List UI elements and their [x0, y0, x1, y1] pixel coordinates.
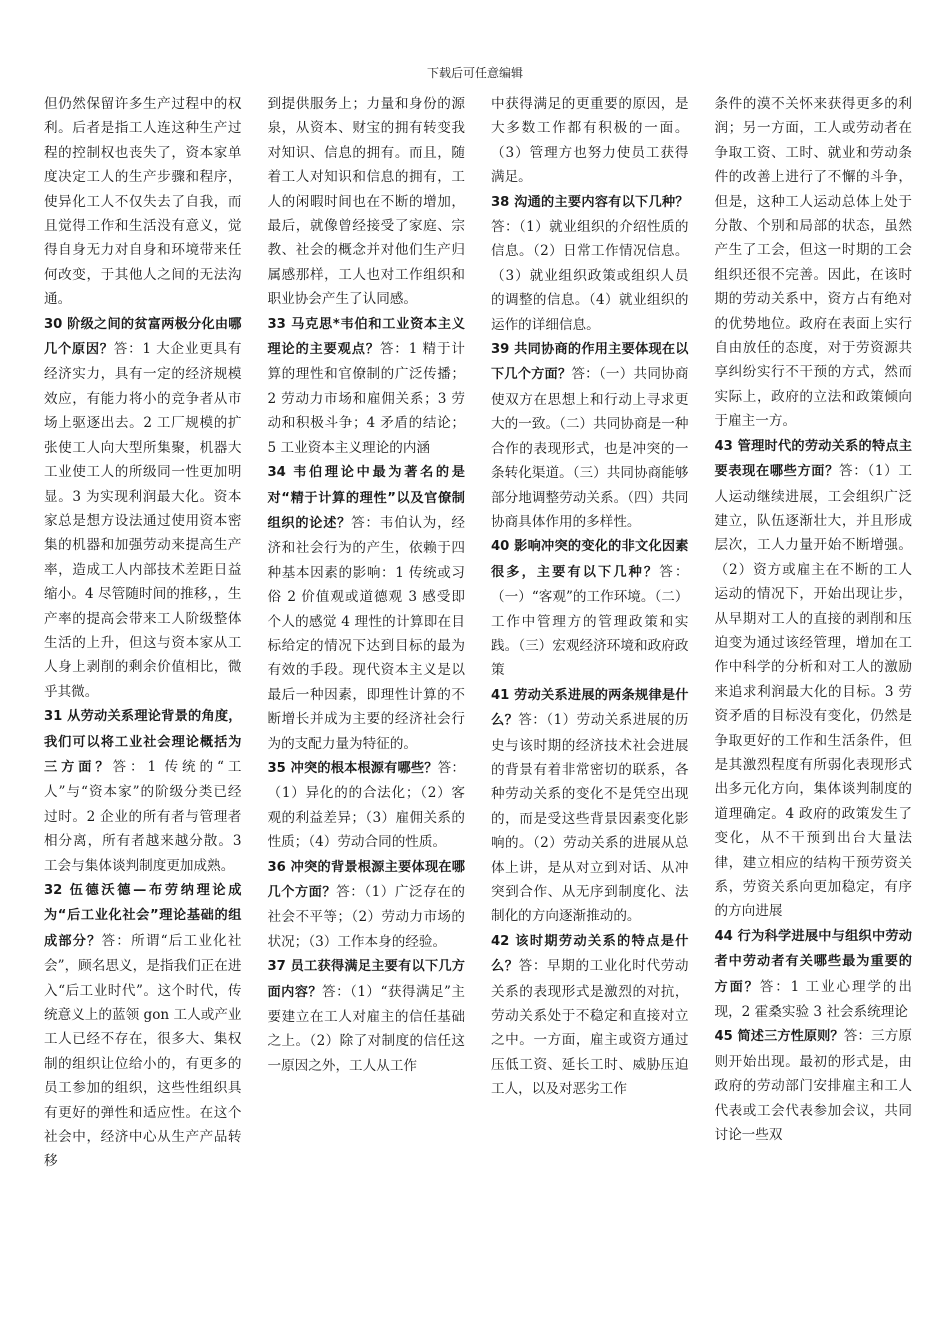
question-text: 43 管理时代的劳动关系的特点主要表现在哪些方面？ — [714, 438, 912, 480]
answer-text: 答：（1）异化的的合法化；（2）客观的利益差异；（3）雇佣关系的性质；（4）劳动合同的性质。 — [267, 759, 465, 851]
paragraph — [44, 92, 242, 312]
answer-text: 答：（1）广泛存在的社会不平等；（2）劳动力市场的状况；（3）工作本身的经验。 — [267, 884, 466, 950]
question-text: 35 冲突的根本根源有哪些？ — [267, 760, 438, 776]
question-text: 39 共同协商的作用主要体现在以下几个方面？ — [491, 342, 689, 383]
paragraph — [268, 954, 466, 1078]
question-text: 33 马克思*韦伯和工业资本主义理论的主要观点？ — [267, 316, 465, 358]
column-1 — [44, 92, 242, 1332]
question-text: 31 从劳动关系理论背景的角度，我们可以将工业社会理论概括为三方面？ — [44, 709, 242, 775]
answer-text: 答：韦伯认为，经济和社会行为的产生，依赖于四种基本因素的影响：1 传统或习俗 2 价值观或道德观 3 感受即个人的感觉 4 理性的计算即在目标给定的情况下达到目标的最为有效的手段。现代资本主义是以最后一种因素，即理性计算的不断增长并成为主要的经济社会行为的支配力量为特征的。 — [267, 514, 466, 752]
paragraph — [268, 312, 466, 460]
question-text: 42 该时期劳动关系的特点是什么？ — [491, 933, 689, 975]
answer-text: 答：1 大企业更具有经济实力，具有一定的经济规模效应，有能力将小的竞争者从市场上驱逐出去。2 工厂规模的扩张使工人向大型所集聚，机器大工业使工人的所级同一性更加明显。3 为实现利润最大化。资本家总是想方设法通过使用资本密集的机器和加强劳动来提高生产率，造成工人内部技术差距日益缩小。4 尽管随时间的推移，，生产率的提高会带来工人阶级整体生活的上升，但这与资本家从工人身上剥削的剩余价值相比，微乎其微。 — [44, 341, 242, 700]
paragraph — [491, 337, 689, 534]
paragraph — [268, 460, 466, 756]
answer-text: 但仍然保留许多生产过程中的权利。后者是指工人连这种生产过程的控制权也丧失了，资本家单度决定工人的生产步骤和程序，使异化工人不仅失去了自我，而且觉得工作和生活没有意义，觉得自身无力对自身和环境带来任何改变，于其他人之间的无法沟通。 — [44, 96, 242, 308]
answer-text: 答：（1）就业组织的介绍性质的信息。（2）日常工作情况信息。（3）就业组织政策或组织人员的调整的信息。（4）就业组织的运作的详细信息。 — [491, 219, 689, 333]
paragraph — [715, 924, 913, 1025]
question-text: 36 冲突的背景根源主要体现在哪几个方面？ — [267, 859, 465, 900]
paragraph — [491, 683, 689, 929]
question-text: 44 行为科学进展中与组织中劳动者中劳动者有关哪些最为重要的方面？ — [714, 928, 912, 995]
paragraph — [268, 92, 466, 312]
page-header: 下载后可任意编辑 — [426, 66, 523, 80]
column-4 — [715, 92, 913, 1332]
answer-text: 答：（1）工人运动继续进展，工会组织广泛建立，队伍逐渐壮大，并且形成层次，工人力量开始不断增强。（2）资方或雇主在不断的工人运动的情况下，开始出现让步，从早期对工人的直接的剥削和压迫变为通过该经管理，增加在工作中科学的分析和对工人的激励来追求利润最大化的目标。3 劳资矛盾的目标没有变化，仍然是争取更好的工作和生活条件，但是其激烈程度有所弱化表现形式出多元化方向，集体谈判制度的道理确定。4 政府的政策发生了变化，从不干预到出台大量法律，建立相应的结构干预劳资关系，劳资关系向更加稳定，有序的方向进展 — [714, 463, 912, 920]
column-3 — [491, 92, 689, 1332]
answer-text: 条件的漠不关怀来获得更多的利润；另一方面，工人或劳动者在争取工资、工时、就业和劳动条件的改善上进行了不懈的斗争，但是，这种工人运动总体上处于分散、个别和局部的状态，虽然产生了工会，但这一时期的工会组织还很不完善。因此，在该时期的劳动关系中，资方占有绝对的优势地位。政府在表面上实行自由放任的态度，对于劳资源共享纠纷实行不干预的方式，然而实际上，政府的立法和政策倾向于雇主一方。 — [714, 96, 912, 430]
question-text: 41 劳动关系进展的两条规律是什么？ — [491, 687, 689, 729]
question-text: 45 简述三方性原则？ — [714, 1029, 844, 1045]
paragraph — [268, 855, 466, 955]
paragraph — [491, 929, 689, 1102]
answer-text: 答：（1）“获得满足”主要建立在工人对雇主的信任基础之上。（2）除了对制度的信任这一原因之外，工人从工作 — [267, 983, 466, 1074]
paragraph — [44, 704, 242, 878]
text-columns — [44, 92, 912, 1332]
answer-text: 答：三方原则开始出现。最初的形式是，由政府的劳动部门安排雇主和工人代表或工会代表参加会议，共同讨论一些双 — [714, 1028, 913, 1144]
answer-text: 答：早期的工业化时代劳动关系的表现形式是激烈的对抗，劳动关系处于不稳定和直接对立之中。一方面，雇主或资方通过压低工资、延长工时、威胁压迫工人，以及对恶劣工作 — [491, 958, 689, 1098]
paragraph — [715, 92, 913, 434]
paragraph — [44, 312, 242, 705]
question-text: 30 阶级之间的贫富两极分化由哪几个原因？ — [44, 316, 242, 358]
answer-text: 答：（一）“客观”的工作环境。（二）工作中管理方的管理政策和实践。（三）宏观经济环境和政府政策 — [491, 563, 689, 679]
question-text: 40 影响冲突的变化的非文化因素很多，主要有以下几种？ — [491, 539, 689, 580]
paragraph — [268, 756, 466, 855]
answer-text: 答：所谓“后工业化社会”，顾名思义，是指我们正在进入“后工业时代”。这个时代，传统意义上的蓝领 gon 工人或产业工人已经不存在，很多大、集权制的组织让位给小的，有更多的员工参加的组织，这些性组织具有更好的弹性和适应性。在这个社会中，经济中心从生产产品转移 — [44, 932, 242, 1170]
question-text: 38 沟通的主要内容有以下几种？ — [491, 194, 689, 210]
answer-text: 答：1 工业心理学的出现，2 霍桑实验 3 社会系统理论 — [714, 978, 912, 1021]
paragraph — [715, 434, 913, 924]
paragraph — [491, 534, 689, 682]
paragraph — [491, 190, 689, 337]
paragraph — [491, 92, 689, 190]
answer-text: 答：1 传统的“工人”与“资本家”的阶级分类已经过时。2 企业的所有者与管理者相分离，所有者越来越分散。3 工会与集体谈判制度更加成熟。 — [44, 758, 242, 874]
question-text: 32 伍德沃德—布劳纳理论成为“后工业化社会”理论基础的组成部分？ — [44, 883, 242, 949]
question-text: 37 员工获得满足主要有以下几方面内容？ — [267, 959, 465, 1000]
column-2 — [268, 92, 466, 1332]
answer-text: 答：（一）共同协商使双方在思想上和行动上寻求更大的一致。（二）共同协商是一种合作的表现形式，也是冲突的一条转化渠道。（三）共同协商能够部分地调整劳动关系。（四）共同协商具体作用的多样性。 — [491, 366, 689, 530]
answer-text: 答：（1）劳动关系进展的历史与该时期的经济技术社会进展的背景有着非常密切的联系，各种劳动关系的变化不是凭空出现的，而是受这些背景因素变化影响的。（2）劳动关系的进展从总体上讲，是从对立到对话、从冲突到合作、从无序到制度化、法制化的方向逐渐推动的。 — [491, 712, 689, 925]
paragraph — [44, 878, 242, 1174]
answer-text: 中获得满足的更重要的原因，是大多数工作都有积极的一面。（3）管理方也努力使员工获得满足。 — [491, 96, 689, 186]
answer-text: 到提供服务上；力量和身份的源泉，从资本、财宝的拥有转变我对知识、信息的拥有。而且，随着工人对知识和信息的拥有，工人的闲暇时间也在不断的增加，最后，就像曾经接受了家庭、宗教、社会的概念并对他们生产归属感那样，工人也对工作组织和职业协会产生了认同感。 — [267, 96, 465, 308]
answer-text: 答：1 精于计算的理性和官僚制的广泛传播；2 劳动力市场和雇佣关系；3 劳动和积极斗争；4 矛盾的结论；5 工业资本主义理论的内涵 — [267, 341, 465, 456]
question-text: 34 韦伯理论中最为著名的是对“精于计算的理性”以及官僚制组织的论述？ — [267, 465, 465, 531]
paragraph — [715, 1024, 913, 1147]
